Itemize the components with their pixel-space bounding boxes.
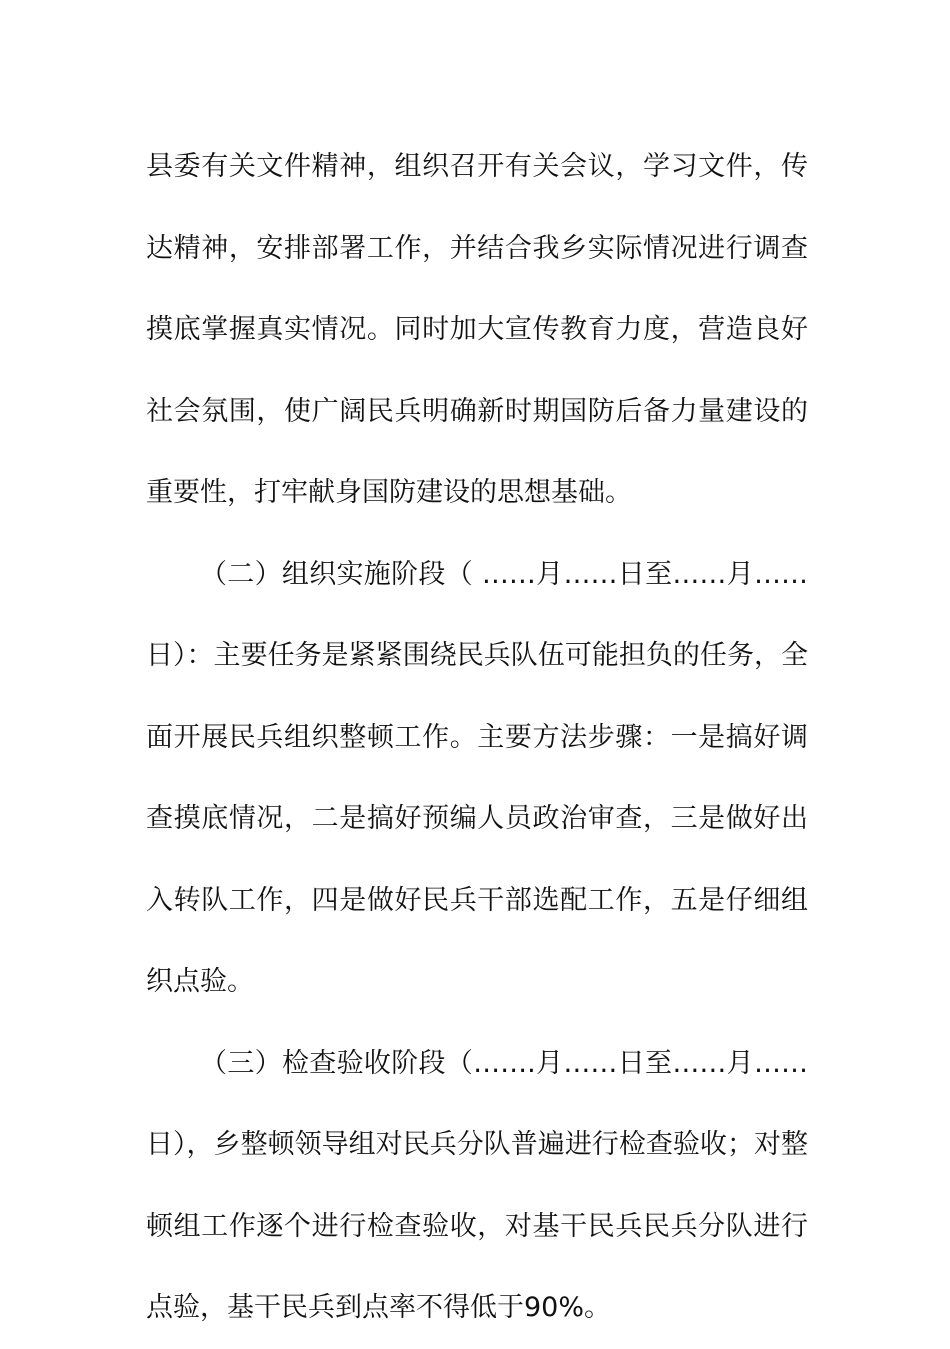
paragraph-stage-two: （二）组织实施阶段（ ……月……日至……月……日）：主要任务是紧紧围绕民兵队伍可能担负的任务，全面开展民兵组织整顿工作。主要方法步骤：一是搞好调查摸底情况，二是搞好预编人员政治审查，三是做好出入转队工作，四是做好民兵干部选配工作，五是仔细组织点验。 [146,558,808,997]
document-body [146,126,808,1349]
paragraph-stage-three: （三）检查验收阶段（…….月……日至……月……日），乡整顿领导组对民兵分队普遍进行检查验收；对整顿组工作逐个进行检查验收，对基干民兵民兵分队进行点验，基干民兵到点率不得低于90%。 [146,1047,808,1323]
paragraph-intro: 县委有关文件精神，组织召开有关会议，学习文件，传达精神，安排部署工作，并结合我乡实际情况进行调查摸底掌握真实情况。同时加大宣传教育力度，营造良好社会氛围，使广阔民兵明确新时期国防后备力量建设的重要性，打牢献身国防建设的思想基础。 [146,151,808,508]
